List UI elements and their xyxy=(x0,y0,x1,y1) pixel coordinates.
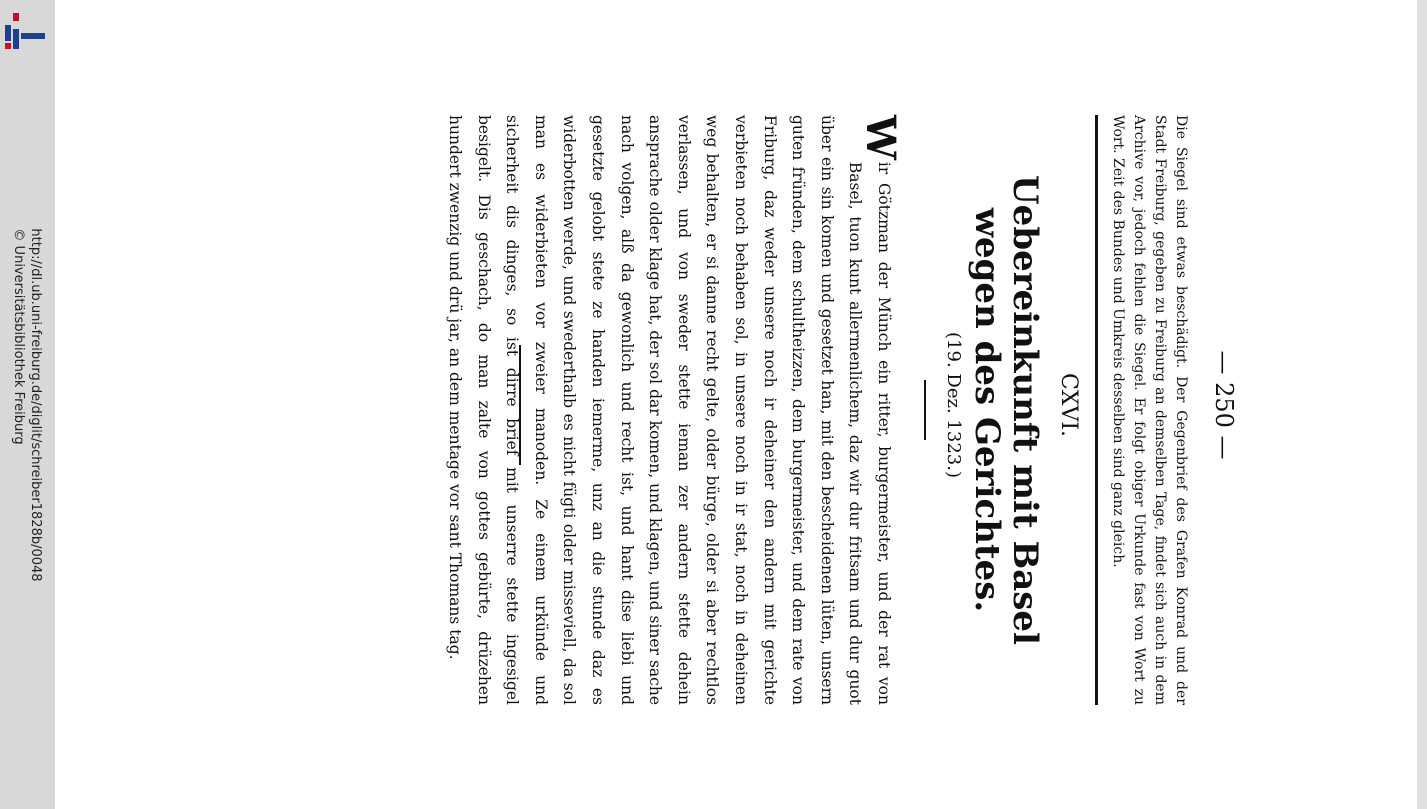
copyright-text: © Universitätsbibliothek Freiburg xyxy=(11,228,26,445)
short-separator-rule xyxy=(924,380,926,440)
library-logo-icon[interactable] xyxy=(3,9,47,53)
document-title: Uebereinkunft mit Basel wegen des Gerichtes. xyxy=(967,174,1045,645)
rotated-page-content xyxy=(196,95,1276,715)
source-url[interactable]: http://dl.ub.uni-freiburg.de/diglit/schreiber1828b/0048 xyxy=(28,228,43,582)
sidebar xyxy=(0,0,55,809)
footnote: Die Siegel sind etwas beschädigt. Der Gegenbrief des Grafen Konrad und der Stadt Freiburg, gegeben zu Freiburg an demselben Tage, findet sich auch in dem Archive vor, jedoch fehlen die Siegel. Er folgt obiger Urkunde fast von Wort zu Wort. Zeit des Bundes und Umkreis desselben sind ganz gleich. xyxy=(1110,114,1189,705)
separator-rule xyxy=(1095,115,1098,705)
end-rule xyxy=(519,345,521,465)
page-number: — 250 — xyxy=(1210,349,1238,460)
body-text: ir Götzman der Münch ein ritter, burgermeister, und der rat von Basel, tuon kunt allermenlichem, daz wir dur fritsam und dur guot über ein sin komen und gesetzet han, mit den bescheidenen lüten, unsern guten fründen, dem schultheizzen, dem burgermeister, und dem rate von Friburg, daz weder unsere noch ir deheiner den andern mit gerichte verbieten noch behaben sol, in unsere noch in ir stat, noch in deheinen weg behalten, er si danne recht gelte, older bürge, older si aber rechtlos verlassen, und von sweder stette ieman zer andern stette dehein ansprache older klage hat, der sol dar komen, und klagen, und siner sache nach volgen, alß da gewonlich und recht ist, und hant dise liebi und gesetzte gelobt stete ze handen iemerme, unz an die stunde daz es widerbotten werde, und swederthalb es nicht fügti older misseviell, da sol man es widerbieten vor zweier manoden. Ze einem urkünde und sicherheit dis dinges, so ist dirre brief mit unserre stette ingesigel besigelt. Dis geschach, do man zalte von gottes gebürte, drüzehen hundert zwenzig und drü jar, an dem mentage vor sant Thomans tag. xyxy=(446,114,893,705)
document-number: CXVI. xyxy=(1056,372,1081,437)
document-body xyxy=(441,114,904,705)
document-page xyxy=(55,0,1417,809)
drop-cap: W xyxy=(857,114,904,160)
scrollbar[interactable] xyxy=(1417,0,1427,809)
document-date: (19. Dez. 1323.) xyxy=(943,331,964,478)
sidebar-vertical-text xyxy=(10,228,44,581)
